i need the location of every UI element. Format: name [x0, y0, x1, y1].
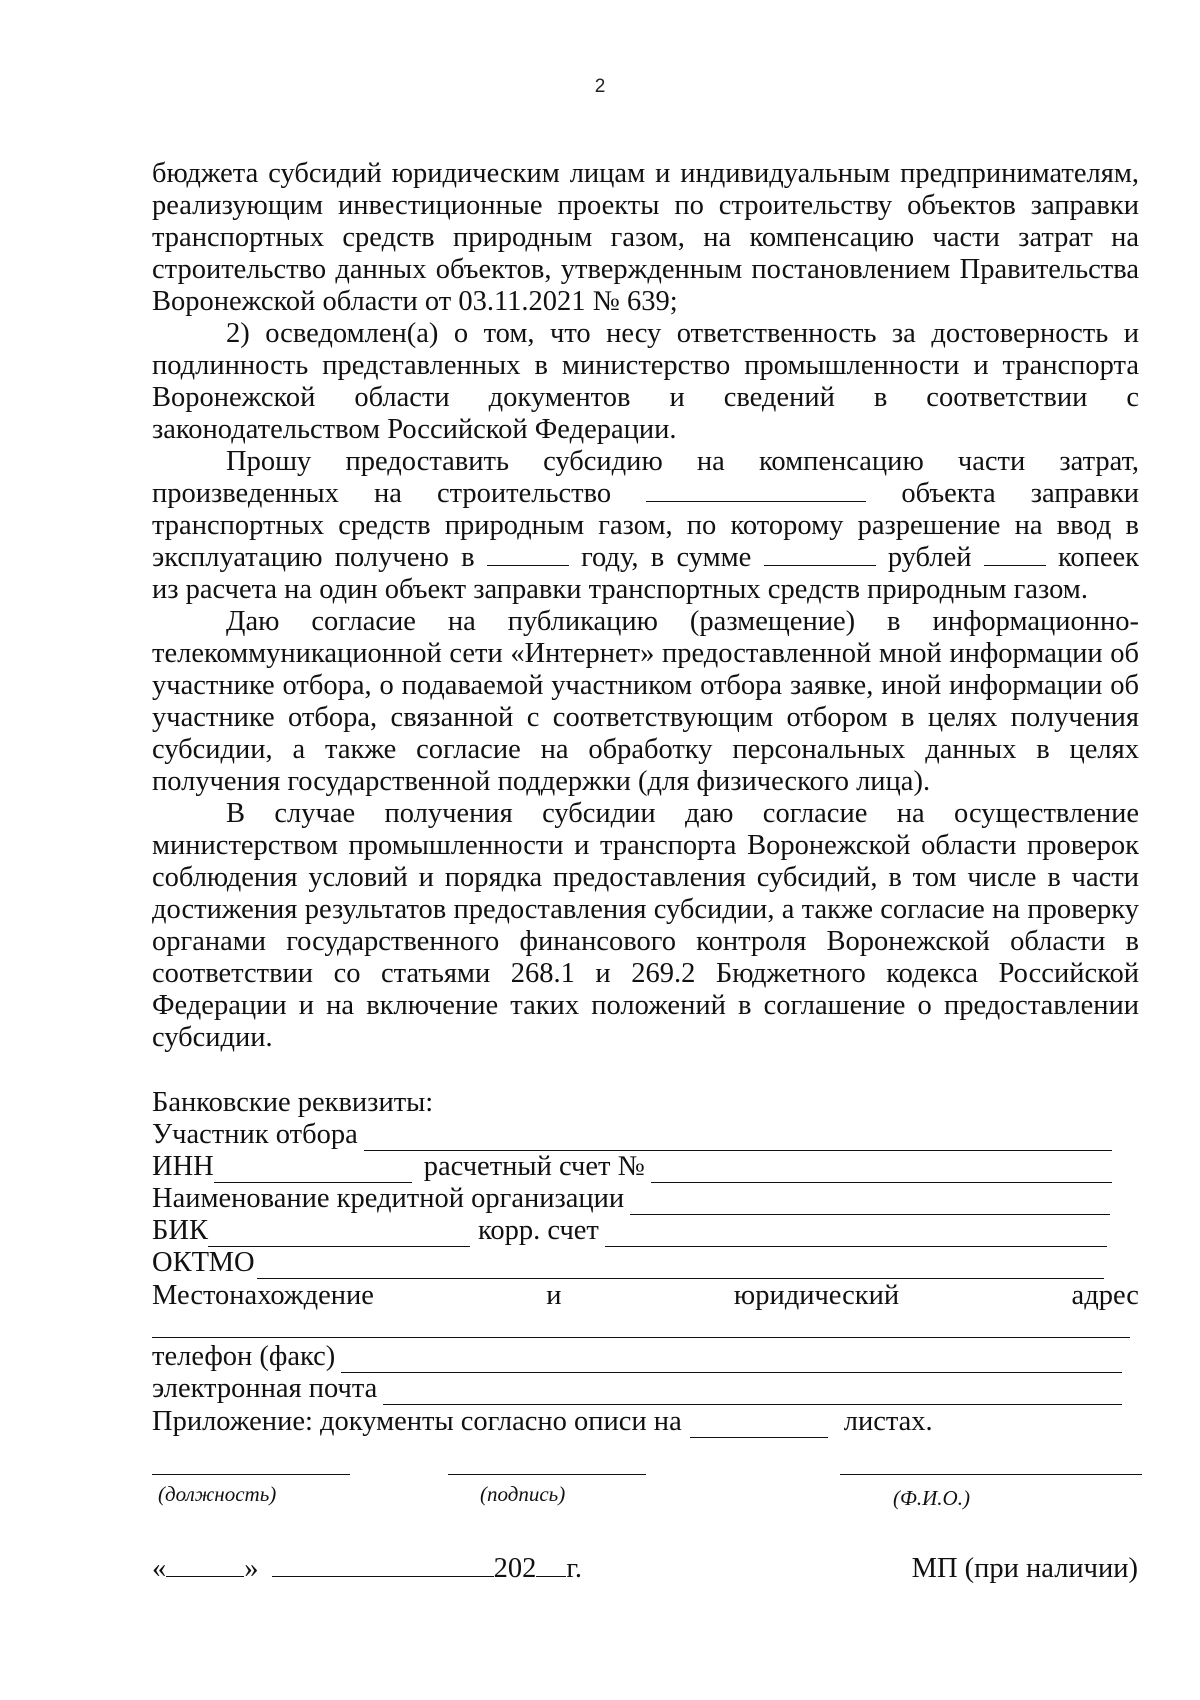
bank-name-row: [152, 1183, 1110, 1215]
email-label: электронная почта: [152, 1373, 378, 1404]
text-line: субсидии, а также согласие на обработку персональных данных в целях: [152, 734, 1139, 765]
text-line: соответствии со статьями 268.1 и 269.2 Бюджетного кодекса Российской: [152, 958, 1139, 989]
text-line: из расчета на один объект заправки транспортных средств природным газом.: [152, 574, 1088, 605]
location-word: адрес: [1071, 1280, 1139, 1311]
phone-row: [152, 1341, 1122, 1373]
inn-field[interactable]: [214, 1158, 412, 1183]
date-row: [152, 1553, 582, 1585]
text-line: Прошу предоставить субсидию на компенсацию части затрат,: [226, 446, 1139, 477]
signature-caption: (подпись): [480, 1482, 566, 1506]
signature-line[interactable]: [448, 1474, 646, 1475]
text-line: В случае получения субсидии даю согласие на осуществление: [226, 798, 1139, 829]
text-line: достижения результатов предоставления субсидии, а также согласие на проверку: [152, 894, 1139, 925]
phone-field[interactable]: [341, 1348, 1122, 1373]
text-line: телекоммуникационной сети «Интернет» предоставленной мной информации об: [152, 638, 1139, 669]
document-body: [152, 158, 1139, 1054]
text-line: подлинность представленных в министерство промышленности и транспорта: [152, 350, 1139, 381]
text-line: участнике отбора, о подаваемой участником отбора заявке, иной информации об: [152, 670, 1139, 701]
day-field[interactable]: [166, 1554, 244, 1577]
text-line: [152, 478, 1139, 510]
text-fragment: объекта заправки: [901, 478, 1139, 509]
email-row: [152, 1373, 1122, 1405]
bik-field[interactable]: [208, 1222, 470, 1247]
text-line: Воронежской области документов и сведений в соответствии с: [152, 382, 1139, 413]
fio-caption: (Ф.И.О.): [893, 1486, 970, 1510]
month-field[interactable]: [272, 1554, 494, 1577]
oktmo-field[interactable]: [257, 1254, 1104, 1279]
attachment-label: Приложение: документы согласно описи на: [152, 1406, 682, 1437]
position-caption: (должность): [158, 1482, 277, 1506]
text-line: строительство данных объектов, утвержденным постановлением Правительства: [152, 254, 1139, 285]
text-fragment: произведенных на строительство: [152, 478, 612, 509]
phone-label: телефон (факс): [152, 1341, 336, 1372]
participant-field[interactable]: [364, 1126, 1112, 1151]
bank-name-field[interactable]: [630, 1190, 1110, 1215]
participant-row: [152, 1119, 1112, 1151]
date-open-quote: «: [152, 1553, 167, 1584]
text-line: Федерации и на включение таких положений в соглашение о предоставлении: [152, 990, 1139, 1021]
date-close-quote: »: [244, 1553, 259, 1584]
amount-kop-blank[interactable]: [984, 543, 1046, 566]
text-fragment: году, в сумме: [581, 542, 752, 573]
inn-account-row: [152, 1151, 1112, 1183]
text-fragment: эксплуатацию получено в: [152, 542, 475, 573]
text-line: субсидии.: [152, 1022, 273, 1053]
text-line: бюджета субсидий юридическим лицам и индивидуальным предпринимателям,: [152, 158, 1139, 189]
sheets-field[interactable]: [690, 1413, 828, 1438]
text-line: транспортных средств природным газом, по которому разрешение на ввод в: [152, 510, 1139, 541]
text-line: законодательством Российской Федерации.: [152, 414, 677, 445]
stamp-place: МП (при наличии): [911, 1553, 1138, 1584]
oktmo-label: ОКТМО: [152, 1247, 255, 1278]
bik-corr-row: [152, 1215, 1107, 1247]
requisites-heading: Банковские реквизиты:: [152, 1087, 434, 1118]
location-word: юридический: [733, 1280, 900, 1311]
text-line: Даю согласие на публикацию (размещение) в информационно-: [226, 606, 1139, 637]
participant-label: Участник отбора: [152, 1119, 358, 1150]
construction-blank[interactable]: [646, 479, 866, 502]
inn-label: ИНН: [152, 1151, 214, 1182]
text-line: 2) осведомлен(а) о том, что несу ответственность за достоверность и: [226, 318, 1139, 349]
fio-line[interactable]: [840, 1474, 1142, 1475]
year-prefix: 202: [493, 1553, 537, 1584]
year-suffix: г.: [566, 1553, 582, 1584]
attachment-suffix: листах.: [843, 1406, 933, 1437]
text-line: получения государственной поддержки (для физического лица).: [152, 766, 931, 797]
corr-label: корр. счет: [477, 1215, 599, 1246]
text-line: Воронежской области от 03.11.2021 № 639;: [152, 286, 678, 317]
text-line: министерством промышленности и транспорта Воронежской области проверок: [152, 830, 1139, 861]
position-line[interactable]: [152, 1474, 350, 1475]
year-field[interactable]: [536, 1554, 566, 1577]
page-number: 2: [594, 76, 606, 97]
bank-name-label: Наименование кредитной организации: [152, 1183, 625, 1214]
amount-rub-blank[interactable]: [764, 543, 876, 566]
address-field[interactable]: [152, 1337, 1130, 1338]
text-fragment: рублей: [887, 542, 972, 573]
text-fragment: копеек: [1057, 542, 1140, 573]
year-blank[interactable]: [487, 543, 569, 566]
requisites-heading-row: [152, 1087, 1112, 1119]
text-line: транспортных средств природным газом, на компенсацию части затрат на: [152, 222, 1139, 253]
oktmo-row: [152, 1247, 1104, 1279]
account-label: расчетный счет №: [423, 1151, 645, 1182]
text-line: участнике отбора, связанной с соответствующим отбором в целях получения: [152, 702, 1139, 733]
text-line: органами государственного финансового контроля Воронежской области в: [152, 926, 1139, 957]
corr-field[interactable]: [605, 1222, 1107, 1247]
location-word: и: [546, 1280, 562, 1311]
text-line: соблюдения условий и порядка предоставления субсидий, в том числе в части: [152, 862, 1139, 893]
location-row: [152, 1280, 1139, 1312]
bik-label: БИК: [152, 1215, 208, 1246]
location-word: Местонахождение: [152, 1280, 374, 1311]
text-line: реализующим инвестиционные проекты по строительству объектов заправки: [152, 190, 1139, 221]
text-line: [152, 542, 1139, 574]
account-field[interactable]: [651, 1158, 1112, 1183]
attachment-row: [152, 1406, 952, 1438]
email-field[interactable]: [383, 1380, 1122, 1405]
